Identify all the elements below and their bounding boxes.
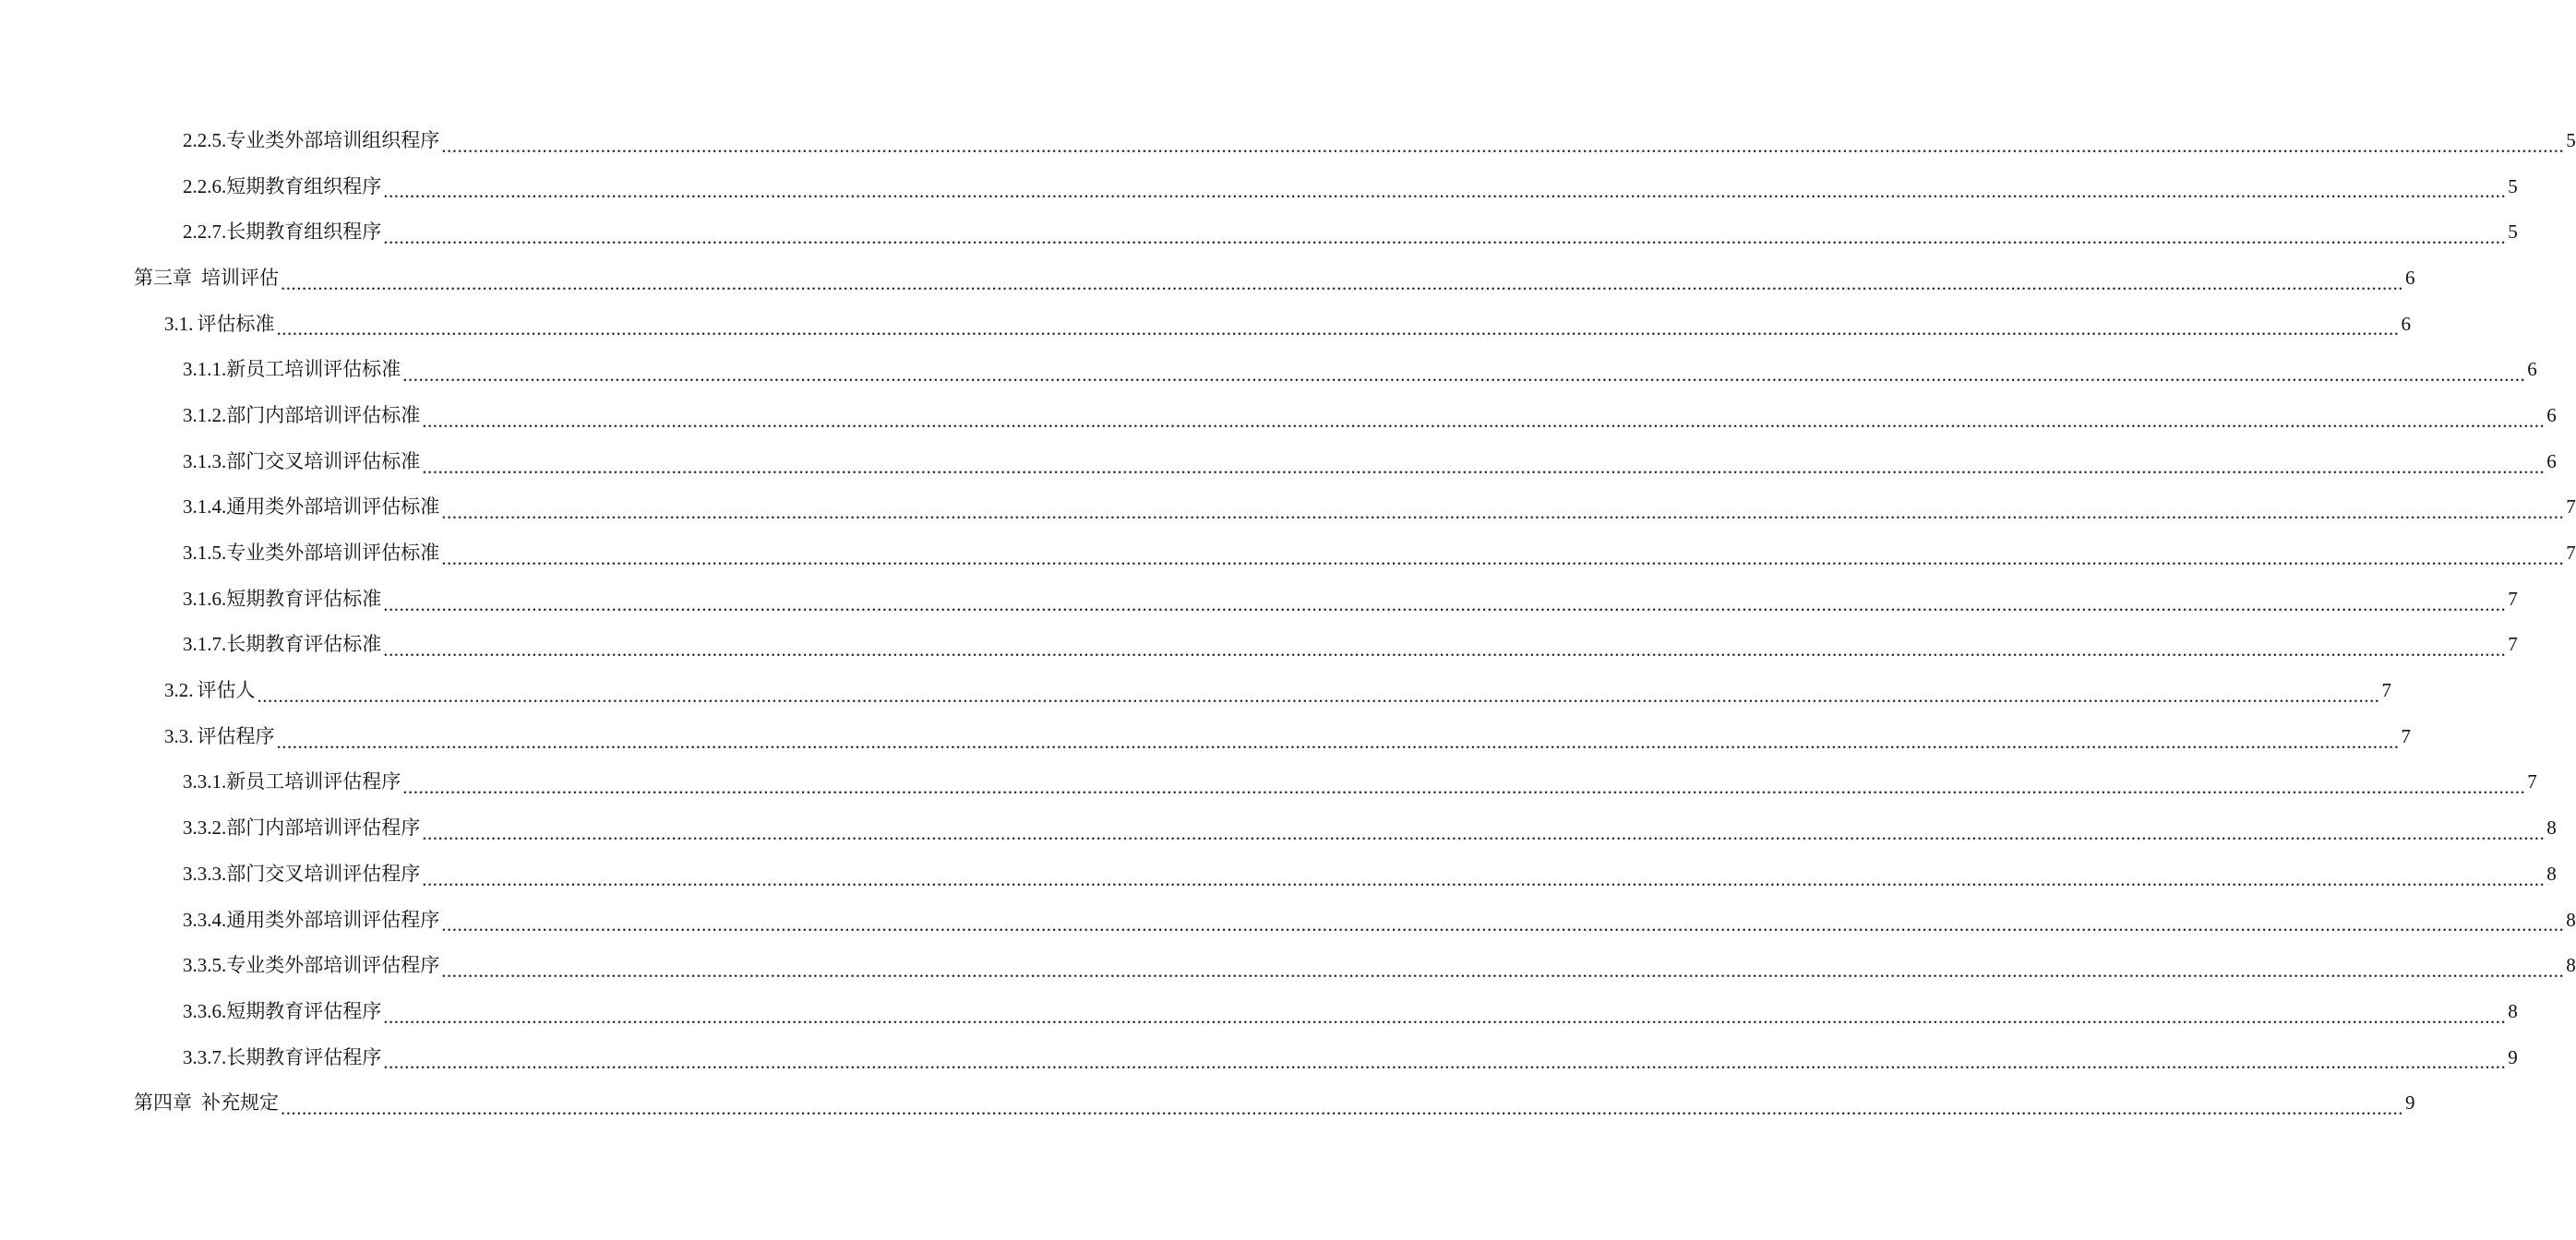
toc-entry-number: 第三章 — [134, 266, 192, 289]
dot-leader: ................................................................................................................................................................................................................................................................................................................................................................................................................ — [383, 592, 2507, 615]
dot-leader: ................................................................................................................................................................................................................................................................................................................................................................................................................ — [257, 684, 2380, 707]
toc-entry[interactable] — [0, 1034, 2518, 1080]
dot-leader: ................................................................................................................................................................................................................................................................................................................................................................................................................ — [422, 409, 2546, 432]
toc-entry-number: 3.3.1. — [183, 770, 227, 793]
toc-entry-title: 长期教育组织程序 — [226, 221, 382, 244]
dot-leader: ................................................................................................................................................................................................................................................................................................................................................................................................................ — [281, 271, 2403, 294]
dot-leader: ................................................................................................................................................................................................................................................................................................................................................................................................................ — [383, 226, 2507, 249]
toc-entry-page-number: 7 — [2381, 679, 2391, 702]
dot-leader: ................................................................................................................................................................................................................................................................................................................................................................................................................ — [276, 730, 2400, 753]
toc-entry-page-number: 6 — [2546, 449, 2557, 472]
toc-entry-number: 3.3.4. — [183, 908, 227, 931]
toc-entry-title: 部门内部培训评估标准 — [226, 403, 421, 426]
toc-entry-title: 短期教育组织程序 — [226, 174, 382, 197]
toc-entry-number: 3.1.7. — [183, 633, 227, 656]
toc-entry[interactable] — [0, 897, 2576, 943]
toc-entry-page-number: 8 — [2508, 999, 2518, 1022]
dot-leader: ................................................................................................................................................................................................................................................................................................................................................................................................................ — [422, 455, 2546, 478]
toc-entry-number: 3.1.5. — [183, 542, 227, 565]
toc-entry-page-number: 7 — [2508, 633, 2518, 656]
toc-entry-page-number: 5 — [2508, 174, 2518, 197]
toc-entry-title: 新员工培训评估标准 — [226, 358, 401, 381]
toc-entry[interactable] — [0, 209, 2518, 255]
dot-leader: ................................................................................................................................................................................................................................................................................................................................................................................................................ — [383, 180, 2507, 203]
toc-entry[interactable] — [0, 163, 2518, 209]
toc-entry[interactable] — [0, 438, 2557, 484]
toc-entry-page-number: 6 — [2405, 266, 2415, 289]
toc-entry-number: 3.1. — [164, 312, 194, 335]
toc-entry[interactable] — [0, 759, 2537, 805]
toc-entry-title: 部门内部培训评估程序 — [226, 817, 421, 840]
toc-entry-title: 专业类外部培训评估标准 — [226, 542, 440, 565]
toc-entry-page-number: 7 — [2527, 770, 2537, 793]
toc-entry-page-number: 7 — [2566, 542, 2576, 565]
toc-entry-page-number: 6 — [2546, 403, 2557, 426]
toc-entry-page-number: 5 — [2508, 221, 2518, 244]
toc-entry-number: 3.2. — [164, 679, 194, 702]
toc-entry-page-number: 9 — [2508, 1045, 2518, 1068]
toc-entry-page-number: 7 — [2401, 724, 2411, 747]
toc-entry-title: 通用类外部培训评估标准 — [226, 495, 440, 519]
toc-entry[interactable] — [0, 851, 2557, 897]
dot-leader: ................................................................................................................................................................................................................................................................................................................................................................................................................ — [383, 1051, 2507, 1074]
toc-entry-page-number: 8 — [2546, 862, 2557, 885]
toc-entry-number: 第四章 — [134, 1091, 192, 1115]
toc-entry-page-number: 9 — [2405, 1091, 2415, 1115]
dot-leader: ................................................................................................................................................................................................................................................................................................................................................................................................................ — [276, 317, 2400, 340]
toc-entry-title: 评估程序 — [197, 724, 275, 747]
dot-leader: ................................................................................................................................................................................................................................................................................................................................................................................................................ — [441, 501, 2565, 524]
toc-entry-title: 短期教育评估标准 — [226, 587, 382, 610]
toc-entry-title: 长期教育评估程序 — [226, 1045, 382, 1068]
dot-leader: ................................................................................................................................................................................................................................................................................................................................................................................................................ — [441, 134, 2565, 157]
dot-leader: ................................................................................................................................................................................................................................................................................................................................................................................................................ — [441, 546, 2565, 569]
toc-entry[interactable] — [0, 117, 2576, 163]
toc-entry[interactable] — [0, 301, 2411, 347]
toc-entry-number: 3.1.6. — [183, 587, 227, 610]
toc-entry-title: 新员工培训评估程序 — [226, 770, 401, 793]
toc-entry-number: 2.2.6. — [183, 174, 227, 197]
toc-entry-title: 部门交叉培训评估程序 — [226, 862, 421, 885]
dot-leader: ................................................................................................................................................................................................................................................................................................................................................................................................................ — [402, 364, 2526, 387]
toc-entry[interactable] — [0, 713, 2411, 759]
table-of-contents — [0, 117, 2576, 1126]
toc-entry-number: 2.2.7. — [183, 221, 227, 244]
toc-entry-title: 培训评估 — [201, 266, 279, 289]
toc-entry[interactable] — [0, 667, 2391, 713]
toc-entry-number: 3.1.3. — [183, 449, 227, 472]
dot-leader: ................................................................................................................................................................................................................................................................................................................................................................................................................ — [402, 776, 2526, 799]
toc-entry[interactable] — [0, 988, 2518, 1034]
toc-entry-page-number: 6 — [2527, 358, 2537, 381]
toc-entry-title: 专业类外部培训评估程序 — [226, 954, 440, 977]
toc-entry-title: 短期教育评估程序 — [226, 999, 382, 1022]
toc-entry[interactable] — [0, 392, 2557, 438]
toc-entry[interactable] — [0, 484, 2576, 531]
toc-entry-number: 3.3.2. — [183, 817, 227, 840]
toc-entry[interactable] — [0, 255, 2415, 301]
dot-leader: ................................................................................................................................................................................................................................................................................................................................................................................................................ — [441, 913, 2565, 936]
toc-entry-title: 评估标准 — [197, 312, 275, 335]
toc-entry-number: 3.3. — [164, 724, 194, 747]
dot-leader: ................................................................................................................................................................................................................................................................................................................................................................................................................ — [281, 1097, 2403, 1120]
dot-leader: ................................................................................................................................................................................................................................................................................................................................................................................................................ — [441, 960, 2565, 983]
toc-entry[interactable] — [0, 576, 2518, 622]
toc-entry-number: 3.1.1. — [183, 358, 227, 381]
toc-entry-title: 专业类外部培训组织程序 — [226, 128, 440, 151]
toc-entry-page-number: 7 — [2566, 495, 2576, 519]
toc-entry-number: 3.3.3. — [183, 862, 227, 885]
toc-entry-page-number: 8 — [2546, 817, 2557, 840]
toc-entry[interactable] — [0, 1079, 2415, 1126]
toc-entry-number: 3.1.4. — [183, 495, 227, 519]
toc-entry[interactable] — [0, 942, 2576, 988]
toc-entry[interactable] — [0, 530, 2576, 576]
toc-entry[interactable] — [0, 346, 2537, 392]
toc-entry-page-number: 8 — [2566, 908, 2576, 931]
toc-entry-page-number: 7 — [2508, 587, 2518, 610]
toc-entry-number: 2.2.5. — [183, 128, 227, 151]
toc-entry-number: 3.3.6. — [183, 999, 227, 1022]
toc-entry-title: 通用类外部培训评估程序 — [226, 908, 440, 931]
toc-entry-page-number: 6 — [2401, 312, 2411, 335]
toc-entry-number: 3.1.2. — [183, 403, 227, 426]
dot-leader: ................................................................................................................................................................................................................................................................................................................................................................................................................ — [422, 867, 2546, 890]
toc-entry-title: 长期教育评估标准 — [226, 633, 382, 656]
toc-entry[interactable] — [0, 805, 2557, 851]
toc-entry-number: 3.3.5. — [183, 954, 227, 977]
toc-entry-title: 部门交叉培训评估标准 — [226, 449, 421, 472]
toc-entry-page-number: 8 — [2566, 954, 2576, 977]
toc-entry-title: 补充规定 — [201, 1091, 279, 1115]
toc-entry-title: 评估人 — [197, 679, 256, 702]
dot-leader: ................................................................................................................................................................................................................................................................................................................................................................................................................ — [383, 638, 2507, 662]
toc-entry[interactable] — [0, 622, 2518, 668]
toc-entry-number: 3.3.7. — [183, 1045, 227, 1068]
toc-entry-page-number: 5 — [2566, 128, 2576, 151]
dot-leader: ................................................................................................................................................................................................................................................................................................................................................................................................................ — [422, 822, 2546, 844]
dot-leader: ................................................................................................................................................................................................................................................................................................................................................................................................................ — [383, 1005, 2507, 1028]
